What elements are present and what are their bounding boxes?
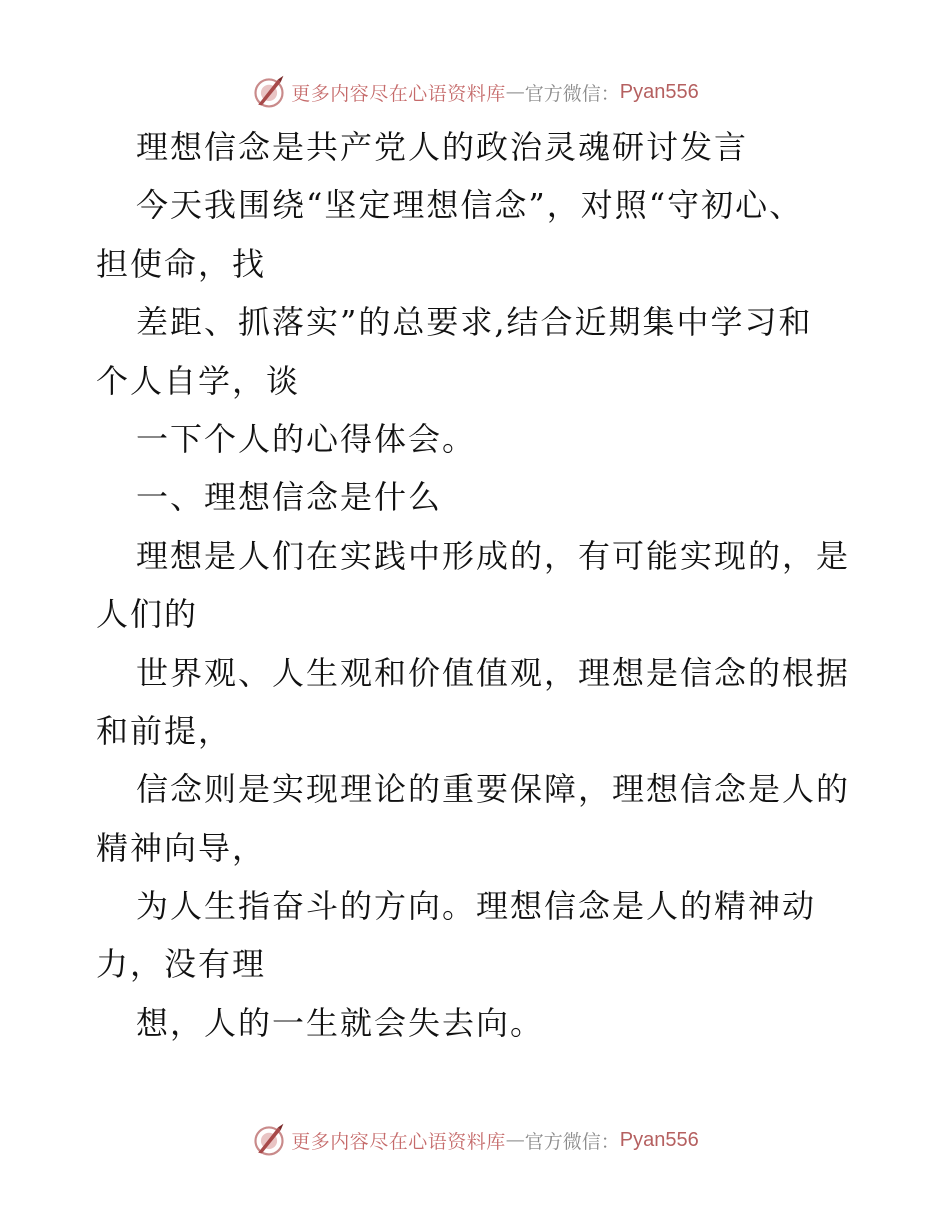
document-line: 一下个人的心得体会。: [136, 419, 477, 458]
document-line: 力，没有理: [96, 945, 267, 984]
document-line: 个人自学，谈: [96, 361, 301, 400]
banner-label: 官方微信：: [524, 1130, 620, 1153]
quill-logo-icon: [251, 1122, 287, 1158]
banner-text: 更多内容尽在心语资料库: [291, 82, 506, 105]
banner-text: 更多内容尽在心语资料库: [291, 1130, 506, 1153]
section-heading: 一、理想信念是什么: [136, 478, 443, 517]
document-line: 人们的: [96, 595, 199, 634]
banner-wechat-id: Pyan556: [619, 1128, 699, 1151]
document-line: 今天我围绕“坚定理想信念”，对照“守初心、: [136, 186, 804, 225]
banner-label: 官方微信：: [524, 82, 620, 105]
document-line: 想，人的一生就会失去向。: [136, 1003, 545, 1042]
banner-separator: —: [505, 81, 525, 103]
document-line: 和前提，: [96, 711, 233, 750]
banner-separator: —: [505, 1129, 525, 1151]
document-line: 信念则是实现理论的重要保障，理想信念是人的: [136, 770, 851, 809]
quill-logo-icon: [251, 74, 287, 110]
document-line: 担使命，找: [96, 244, 267, 283]
banner-wechat-id: Pyan556: [619, 80, 699, 103]
document-line: 差距、抓落实”的总要求,结合近期集中学习和: [136, 303, 813, 342]
footer-banner: [0, 1120, 950, 1160]
document-line: 理想是人们在实践中形成的，有可能实现的，是: [136, 536, 851, 575]
document-body: [96, 118, 856, 1052]
document-line: 精神向导，: [96, 828, 267, 867]
document-line: 理想信念是共产党人的政治灵魂研讨发言: [136, 128, 749, 166]
document-line: 为人生指奋斗的方向。理想信念是人的精神动: [136, 887, 817, 926]
document-line: 世界观、人生观和价值值观，理想是信念的根据: [136, 653, 851, 692]
header-banner: [0, 72, 950, 112]
